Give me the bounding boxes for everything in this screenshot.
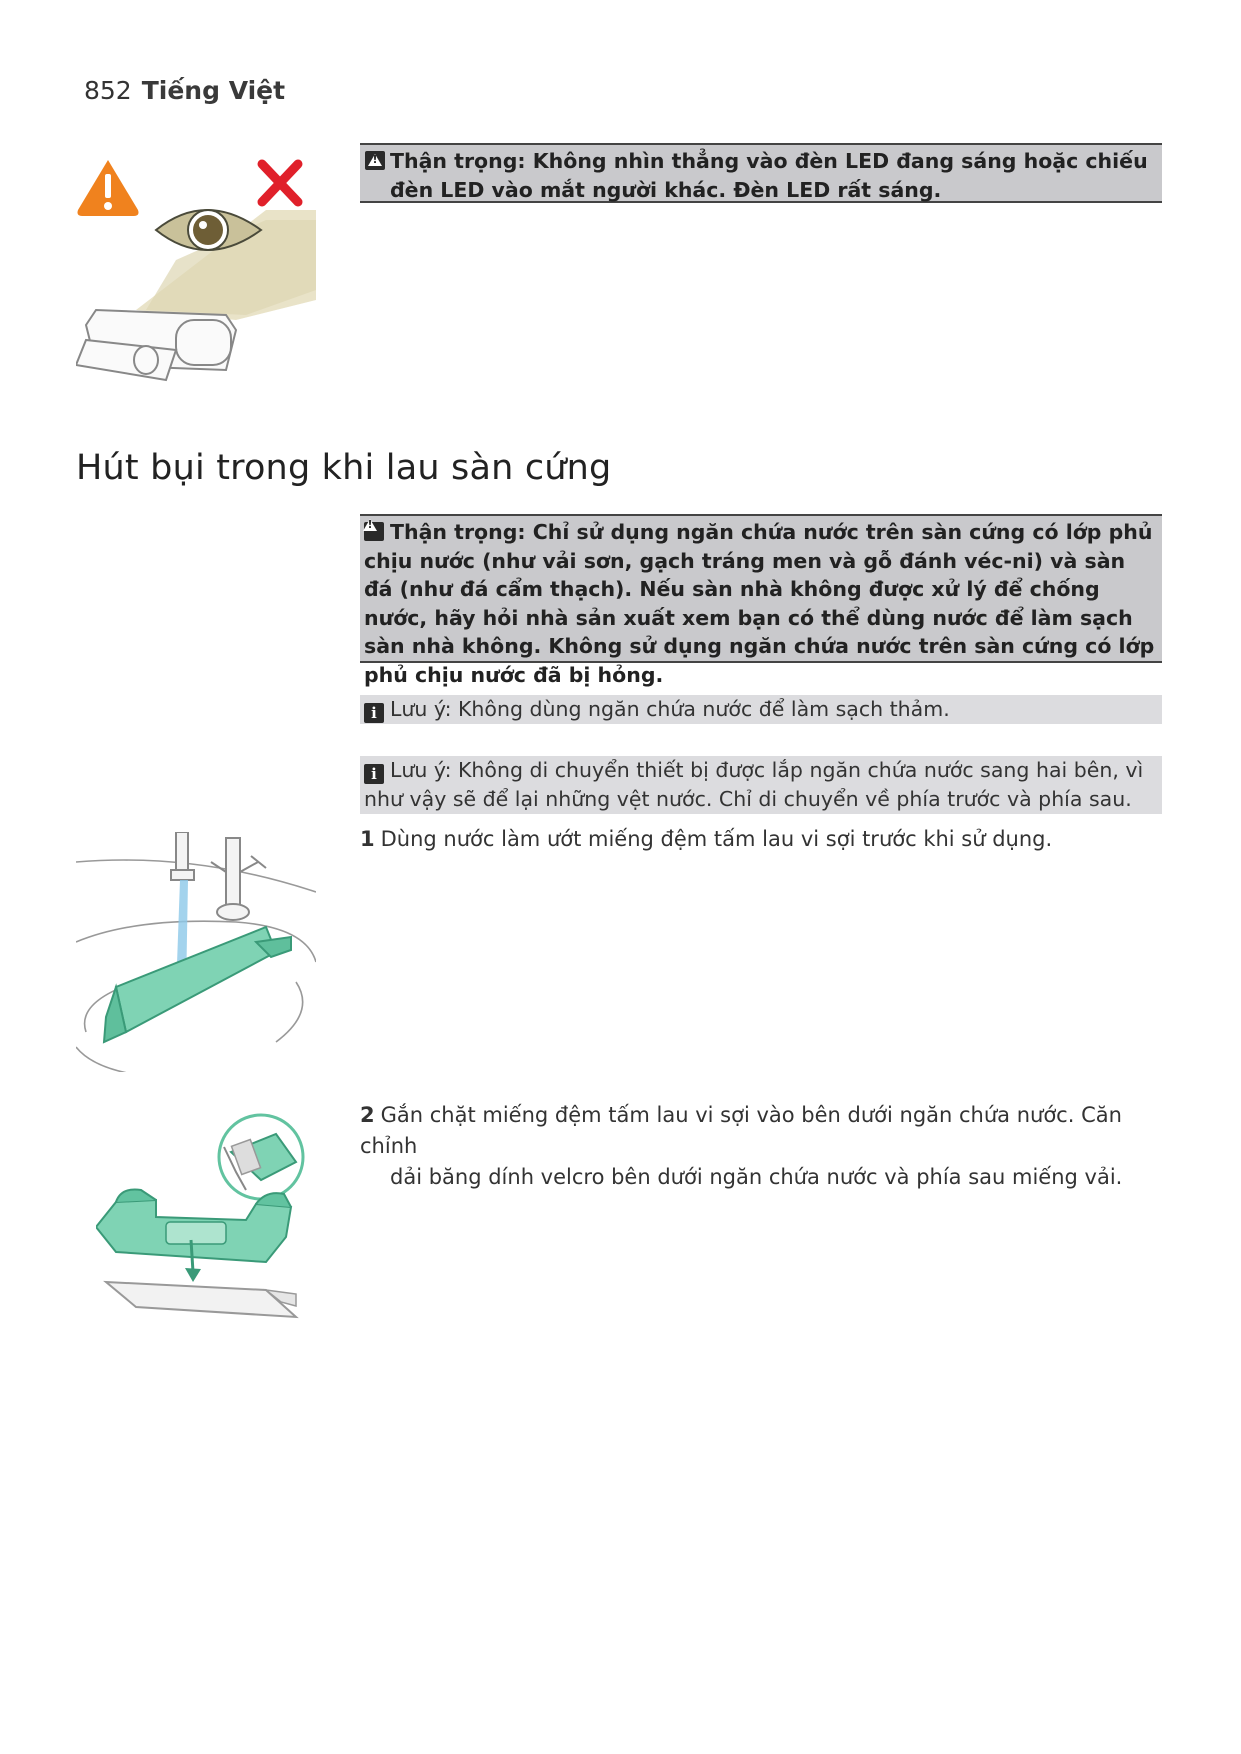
led-warning-illustration [76, 150, 316, 400]
caution-led-box [360, 143, 1162, 203]
velcro-detail-icon [219, 1115, 303, 1199]
step-text-line1: Gắn chặt miếng đệm tấm lau vi sợi vào bên dưới ngăn chứa nước. Căn chỉnh [360, 1103, 1122, 1158]
language-label: Tiếng Việt [141, 76, 286, 105]
info-icon: i [364, 703, 384, 723]
step-number: 1 [360, 827, 375, 851]
note-text: Lưu ý: Không di chuyển thiết bị được lắp ngăn chứa nước sang hai bên, vì như vậy sẽ để lại những vệt nước. Chỉ di chuyển về phía trước và phía sau. [364, 758, 1144, 811]
note-text: Lưu ý: Không dùng ngăn chứa nước để làm sạch thảm. [390, 697, 950, 721]
section-title: Hút bụi trong khi lau sàn cứng [76, 448, 612, 488]
warning-triangle-icon [78, 160, 139, 216]
step-1 [360, 824, 1160, 855]
note-carpet-box [360, 695, 1162, 724]
wet-pad-illustration [76, 832, 316, 1072]
note-sideways-box [360, 756, 1162, 814]
attach-pad-illustration [96, 1112, 316, 1342]
step-text-line2: dải băng dính velcro bên dưới ngăn chứa nước và phía sau miếng vải. [390, 1165, 1123, 1189]
warning-triangle-icon [364, 522, 384, 541]
caution-water-box [360, 514, 1162, 687]
caution-text: Chỉ sử dụng ngăn chứa nước trên sàn cứng có lớp phủ chịu nước (như vải sơn, gạch tráng men và gỗ đánh véc-ni) và sàn đá (như đá cẩm thạch). Nếu sàn nhà không được xử lý để chống nước, hãy hỏi nhà sản xuất xem bạn có thể dùng nước để làm sạch sàn nhà không. Không sử dụng ngăn chứa nước trên sàn cứng có lớp phủ chịu nước đã bị hỏng. [364, 520, 1155, 687]
caution-text: Không nhìn thẳng vào đèn LED đang sáng hoặc chiếu đèn LED vào mắt người khác. Đèn LED rất sáng. [390, 149, 1148, 202]
step-2 [360, 1100, 1160, 1193]
step-number: 2 [360, 1103, 375, 1127]
cross-icon [262, 164, 298, 202]
cleaner-head-icon [76, 310, 236, 380]
step-text: Dùng nước làm ướt miếng đệm tấm lau vi sợi trước khi sử dụng. [380, 827, 1053, 851]
caution-label: Thận trọng: [390, 149, 526, 173]
page-header [84, 76, 285, 105]
water-tank-icon [96, 1190, 291, 1263]
microfibre-pad-icon [104, 927, 291, 1042]
caution-label: Thận trọng: [390, 520, 526, 544]
info-icon: i [364, 764, 384, 784]
page-number: 852 [84, 76, 132, 105]
warning-triangle-icon [365, 151, 385, 170]
